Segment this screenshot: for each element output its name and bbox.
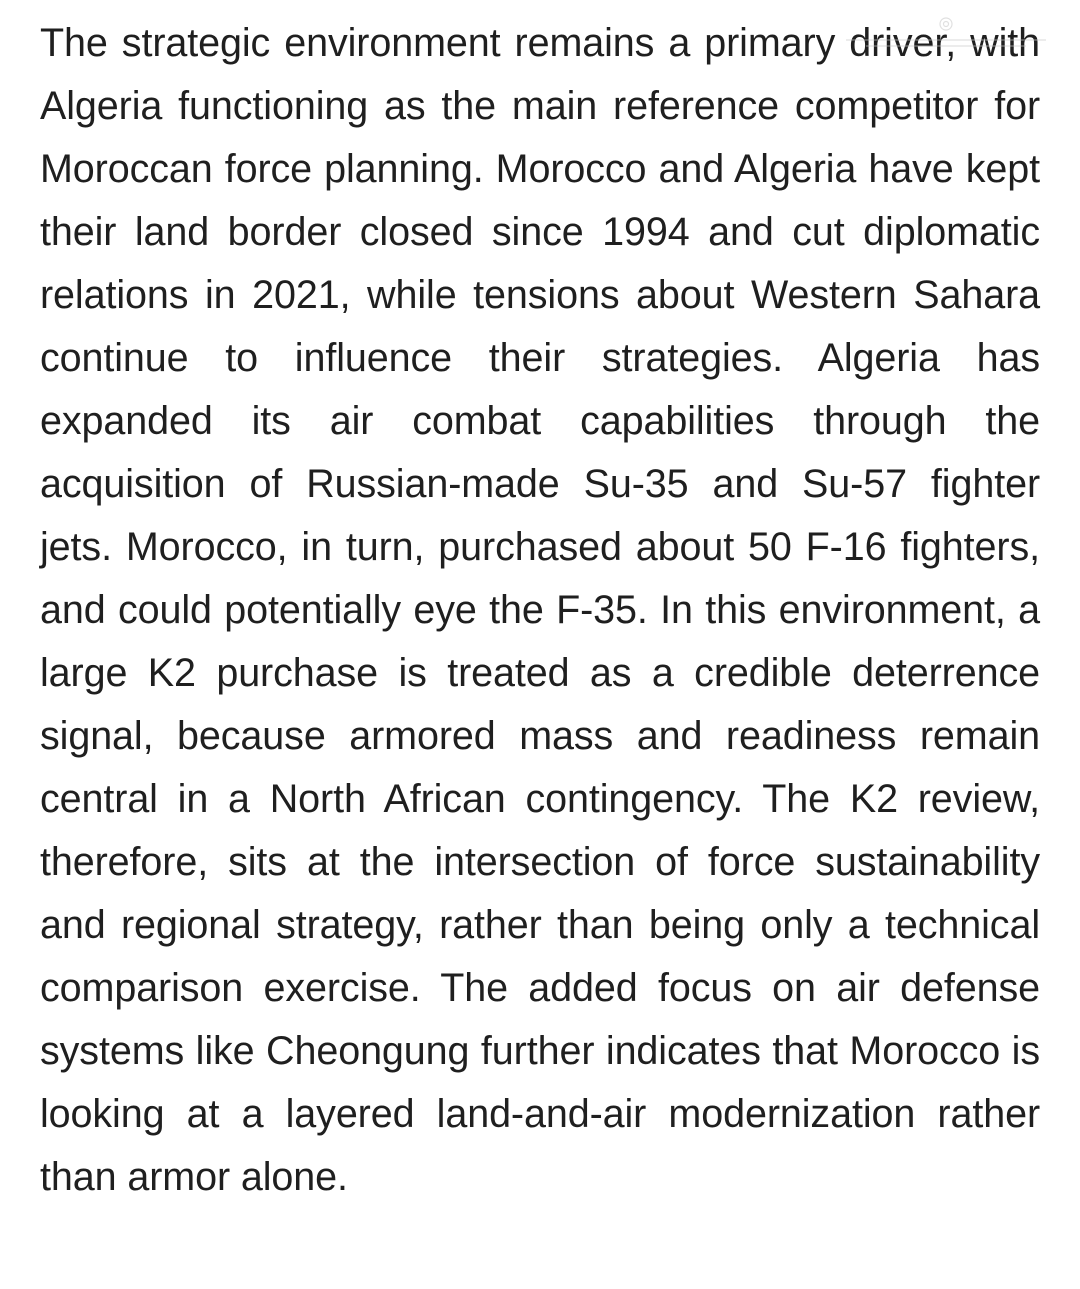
article-paragraph: The strategic environment remains a primary driver, with Algeria functioning as the main reference competitor for Moroccan force planning. Morocco and Algeria have kept their land border closed since 1994 and cut diplomatic relations in 2021, while tensions about Western Sahara continue to influence their strategies. Algeria has expanded its air combat capabilities through the acquisition of Russian-made Su-35 and Su-57 fighter jets. Morocco, in turn, purchased about 50 F-16 fighters, and could potentially eye the F-35. In this environment, a large K2 purchase is treated as a credible deterrence signal, because armored mass and readiness remain central in a North African contingency. The K2 review, therefore, sits at the intersection of force sustainability and regional strategy, rather than being only a technical comparison exercise. The added focus on air defense systems like Cheongung further indicates that Morocco is looking at a layered land-and-air modernization rather than armor alone. — [40, 21, 1040, 1199]
article-body — [40, 12, 1040, 1209]
